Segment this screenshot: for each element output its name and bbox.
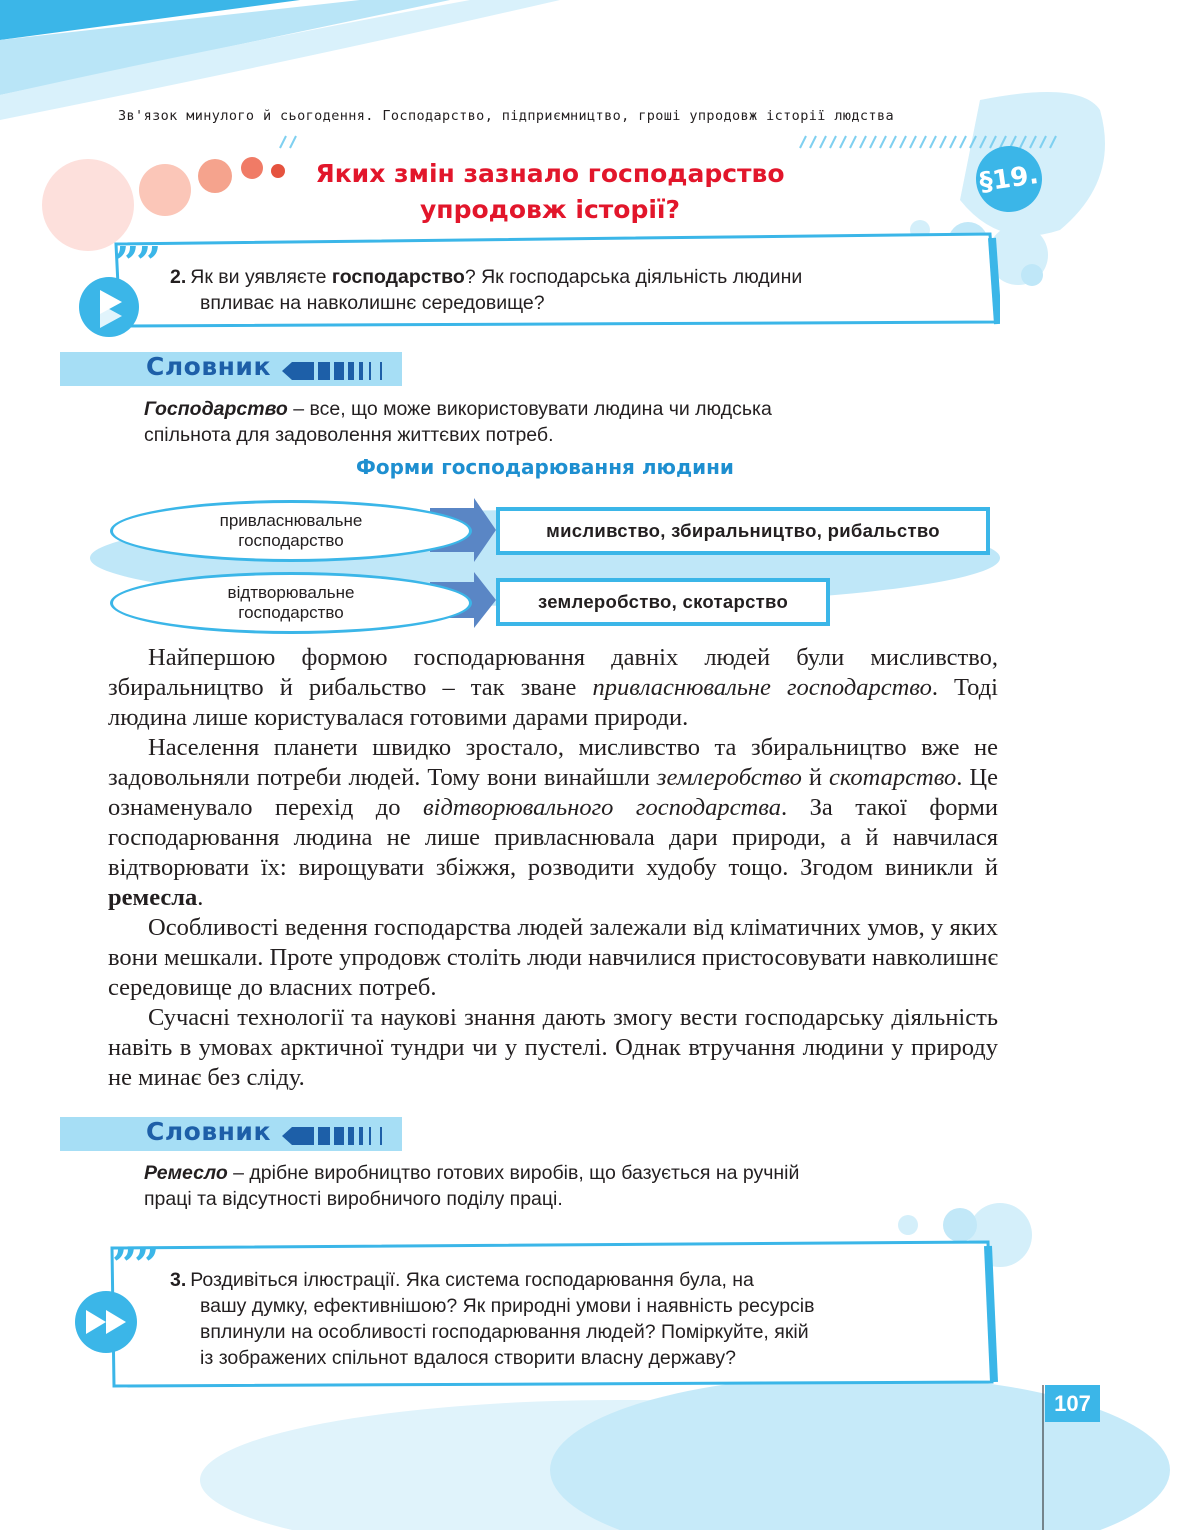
form-box-producing: землеробство, скотарство <box>496 578 830 626</box>
body-text <box>108 643 998 1093</box>
quote-marks-icon <box>108 1242 168 1282</box>
paragraph-3: Особливості ведення господарства людей залежали від кліматичних умов, у яких вони мешкали. Проте упродовж століть люди навчилися пристосовувати навколишнє середовище до власних потреб. <box>108 914 998 1001</box>
form-oval-appropriating: привласнювальне господарство <box>110 500 472 562</box>
title-line-1: Яких змін зазнало господарство <box>315 159 785 188</box>
quote-marks-icon <box>110 240 170 280</box>
lesson-title <box>250 156 850 228</box>
dictionary-label: Словник <box>146 1117 271 1146</box>
form-oval-producing: відтворювальне господарство <box>110 572 472 634</box>
play-arrow-icon <box>74 1290 138 1354</box>
dictionary-label: Словник <box>146 352 271 381</box>
question-2-text: 2. Як ви уявляєте господарство? Як господарська діяльність людини впливає на навколишнє середовище? <box>170 266 803 314</box>
svg-text:”: ” <box>112 1242 138 1282</box>
page-number: 107 <box>1045 1385 1100 1422</box>
running-header: Зв'язок минулого й сьогодення. Господарство, підприємництво, гроші упродовж історії людства <box>118 108 895 124</box>
paragraph-2: Населення планети швидко зростало, мисливство та збиральництво вже не задовольняли потреби людей. Тому вони винайшли землеробство й скотарство. Це ознаменувало перехід до відтворювального господарства. За такої форми господарювання людина не лише привласнювала дари природи, а й навчилася відтворювати їх: вирощувати збіжжя, розводити худобу тощо. Згодом виникли й ремесла. <box>108 734 998 911</box>
question-3-block <box>74 1236 1000 1390</box>
dictionary-bars-icon <box>282 360 397 382</box>
question-2-block <box>78 230 998 330</box>
dictionary-bars-icon <box>282 1125 397 1147</box>
paragraph-4: Сучасні технології та наукові знання дають змогу вести господарську діяльність навіть в умовах арктичної тундри чи у пустелі. Однак втручання людини у природу не минає без сліду. <box>108 1004 998 1091</box>
form-box-appropriating: мисливство, збиральництво, рибальство <box>496 507 990 555</box>
forms-title: Форми господарювання людини <box>356 455 734 479</box>
title-line-2: упродовж історії? <box>420 195 680 224</box>
dictionary-2-text: Ремесло – дрібне виробництво готових виробів, що базується на ручній праці та відсутності виробничого поділу праці. <box>144 1162 800 1210</box>
svg-text:”: ” <box>134 1242 160 1282</box>
svg-text:”: ” <box>136 240 162 280</box>
svg-text:”: ” <box>114 240 140 280</box>
dictionary-1-text: Господарство – все, що може використовувати людина чи людська спільнота для задоволення життєвих потреб. <box>144 398 772 446</box>
paragraph-1: Найпершою формою господарювання давніх людей були мисливство, збиральництво й рибальство – так зване привласнювальне господарство. Тоді людина лише користувалася готовими дарами природи. <box>108 644 998 731</box>
question-3-text: 3. Роздивіться ілюстрації. Яка система господарювання була, на вашу думку, ефективнішою? Як природні умови і наявність ресурсів вплинули на особливості господарювання людей? Поміркуйте, якій із зображених спільнот вдалося створити власну державу? <box>170 1269 815 1369</box>
play-arrow-icon <box>78 276 140 338</box>
paragraph-badge: §19. <box>972 142 1047 217</box>
